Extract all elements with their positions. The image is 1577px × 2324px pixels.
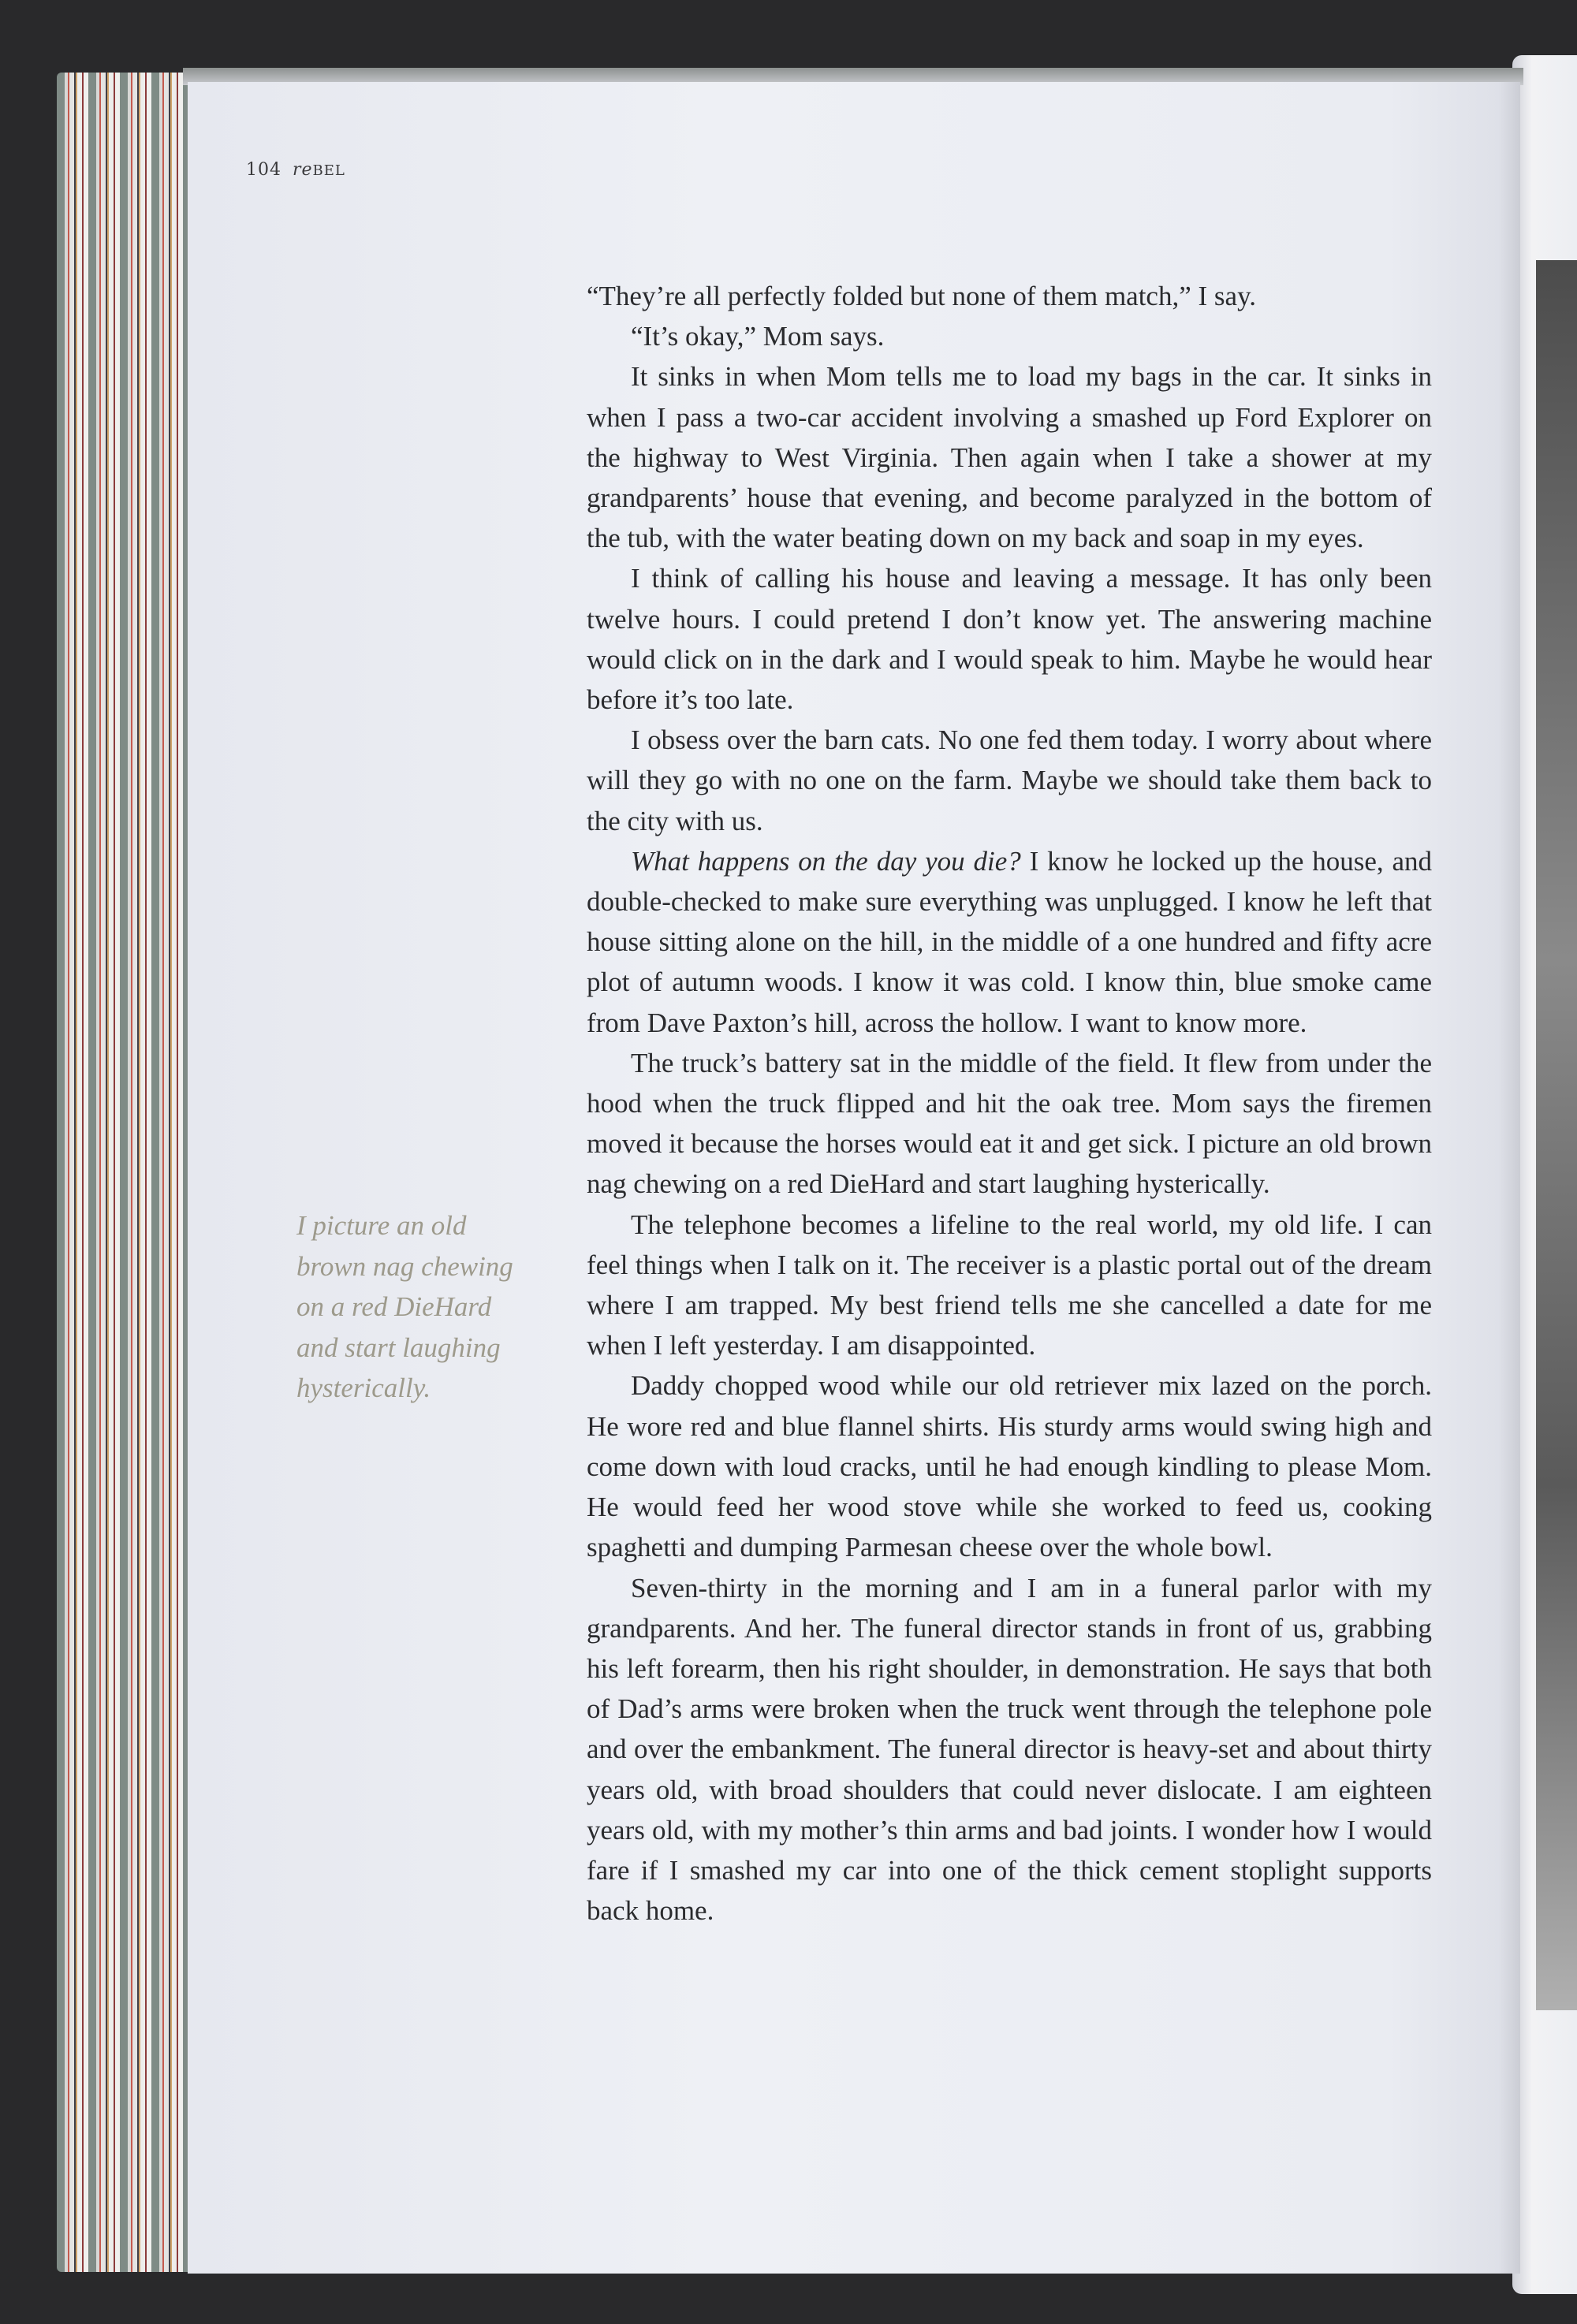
- body-text: [587, 276, 1432, 1931]
- pull-quote-line: and start laughing: [296, 1331, 501, 1363]
- paragraph: “They’re all perfectly folded but none of them match,” I say.: [587, 281, 1257, 311]
- paragraph: Daddy chopped wood while our old retriever mix lazed on the porch. He wore red and blue flannel shirts. His sturdy arms would swing high and come down with loud cracks, until he had enough kindling to please Mom. He would feed her wood stove while she worked to feed us, cooking spaghetti and dumping Parmesan cheese over the whole bowl.: [587, 1370, 1432, 1563]
- page-number: 104: [246, 160, 281, 180]
- paragraph: I think of calling his house and leaving a message. It has only been twelve hours. I could pretend I don’t know yet. The answering machine would click on in the dark and I would speak to him. Maybe he would hear before it’s too late.: [587, 563, 1432, 716]
- paragraph: Seven-thirty in the morning and I am in a funeral parlor with my grandparents. And her. The funeral director stands in front of us, grabbing his left forearm, then his right shoulder, in demonstration. He says that both of Dad’s arms were broken when the truck went through the telephone pole and over the embankment. The funeral director is heavy-set and about thirty years old, with broad shoulders that could never dislocate. I am eighteen years old, with my mother’s thin arms and bad joints. I wonder how I would fare if I smashed my car into one of the thick cement stoplight supports back home.: [587, 1572, 1432, 1927]
- running-head: [246, 160, 345, 180]
- paragraph: [587, 841, 1432, 1043]
- pull-quote-line: I picture an old: [296, 1210, 467, 1241]
- italic-question: What happens on the day you die?: [631, 845, 1021, 877]
- pull-quote-line: hysterically.: [296, 1372, 431, 1403]
- page-edges: [57, 73, 191, 2272]
- paragraph: It sinks in when Mom tells me to load my bags in the car. It sinks in when I pass a two-car accident involving a smashed up Ford Explorer on the highway to West Virginia. Then again when I take a shower at my grandparents’ house that evening, and become paralyzed in the bottom of the tub, with the water beating down on my back and soap in my eyes.: [587, 361, 1432, 554]
- pull-quote: [296, 1205, 557, 1409]
- paragraph: The telephone becomes a lifeline to the real world, my old life. I can feel things when I talk on it. The receiver is a plastic portal out of the dream where I am trapped. My best friend tells me she cancelled a date for me when I left yesterday. I am disappointed.: [587, 1209, 1432, 1361]
- pull-quote-line: brown nag chewing: [296, 1250, 513, 1282]
- paragraph: “It’s okay,” Mom says.: [631, 321, 885, 352]
- paragraph: The truck’s battery sat in the middle of the field. It flew from under the hood when the truck flipped and hit the oak tree. Mom says the firemen moved it because the horses would eat it and get sick. I picture an old brown nag chewing on a red DieHard and start laughing hysterically.: [587, 1047, 1432, 1200]
- paragraph-text: I know he locked up the house, and double-checked to make sure everything was unplugged. I know he left that house sitting alone on the hill, in the middle of a one hundred and fifty acre plot of autumn woods. I know it was cold. I know thin, blue smoke came from Dave Paxton’s hill, across the hollow. I want to know more.: [587, 845, 1432, 1038]
- spine-shadow: [1498, 82, 1520, 2274]
- running-head-title-suffix: BEL: [312, 162, 345, 179]
- paragraph: I obsess over the barn cats. No one fed them today. I worry about where will they go with no one on the farm. Maybe we should take them back to the city with us.: [587, 724, 1432, 836]
- pull-quote-line: on a red DieHard: [296, 1291, 492, 1322]
- running-head-title-prefix: re: [293, 160, 313, 180]
- facing-page-photo: [1536, 260, 1577, 2010]
